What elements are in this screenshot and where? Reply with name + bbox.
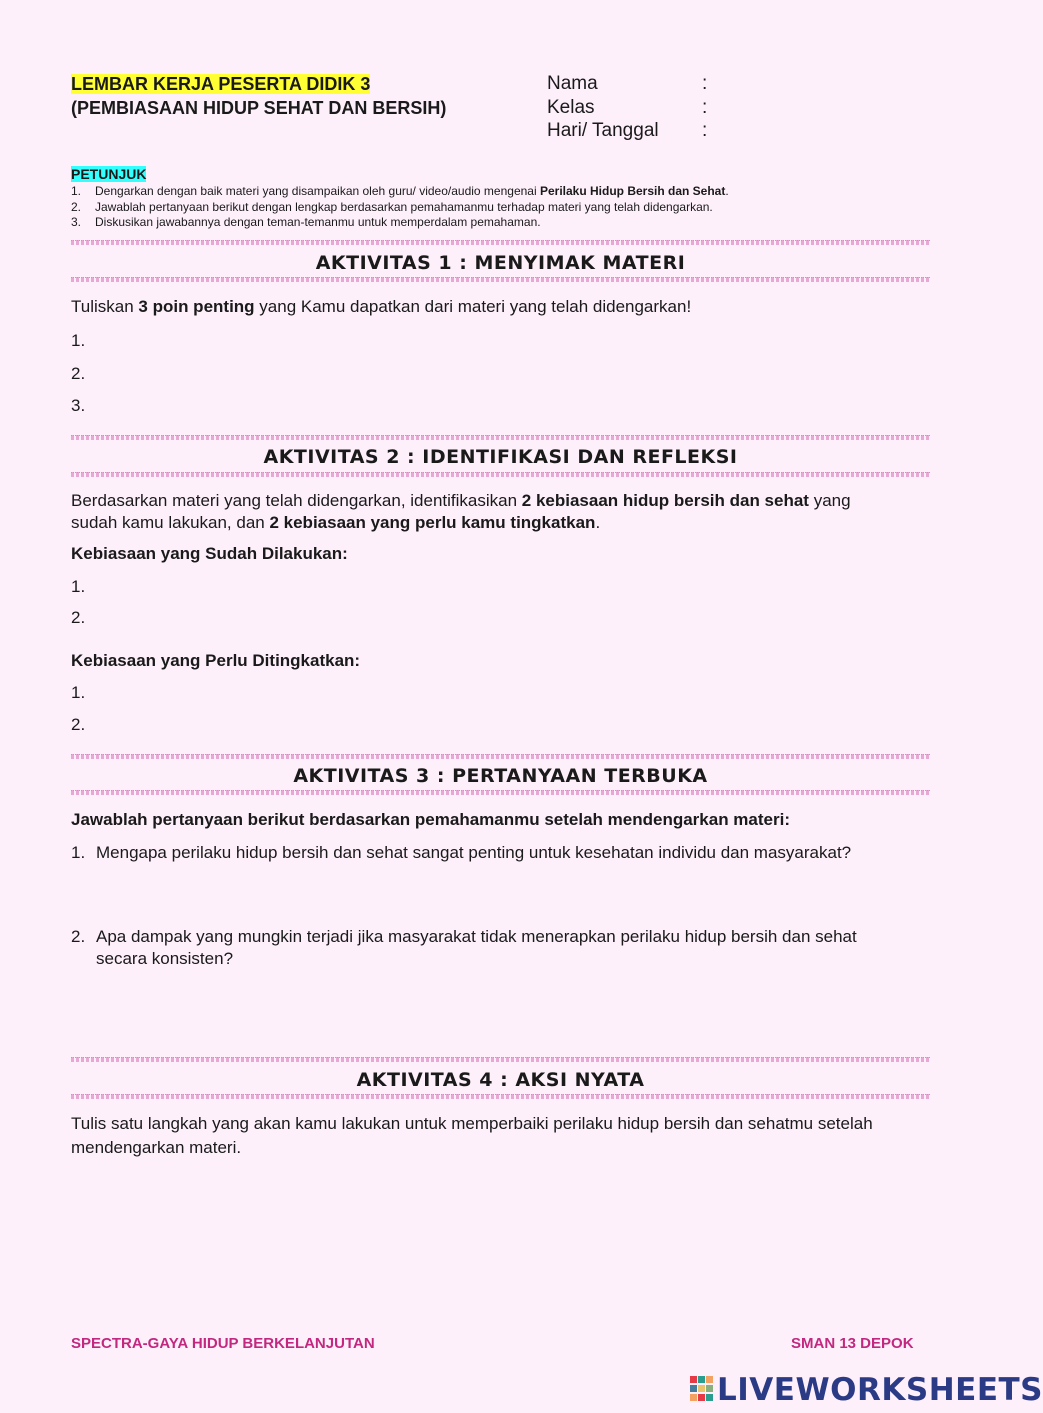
question-1-number: 1. (71, 843, 86, 862)
divider (71, 435, 930, 440)
prompt-bold: 3 poin penting (138, 297, 255, 316)
answer-number: 2. (71, 715, 86, 734)
subheading-perlu: Kebiasaan yang Perlu Ditingkatkan: (71, 651, 361, 670)
divider (71, 754, 930, 759)
aktivitas-4-line-2: mendengarkan materi. (71, 1138, 242, 1157)
footer-right: SMAN 13 DEPOK (791, 1335, 914, 1352)
question-2 (96, 926, 936, 970)
liveworksheets-icon (690, 1376, 714, 1402)
instruction-1 (71, 184, 931, 199)
aktivitas-4-line-1: Tulis satu langkah yang akan kamu lakukan untuk memperbaiki perilaku hidup bersih dan sehatmu setelah (71, 1114, 873, 1133)
answer-number: 2. (71, 364, 86, 383)
divider (71, 240, 930, 245)
petunjuk-label (71, 166, 146, 182)
field-tanggal-label: Hari/ Tanggal (547, 120, 659, 141)
instruction-1-number: 1. (71, 184, 82, 198)
prompt-text: Berdasarkan materi yang telah didengarkan, identifikasikan (71, 491, 522, 510)
divider (71, 790, 930, 795)
aktivitas-1-heading: AKTIVITAS 1 : MENYIMAK MATERI (315, 252, 686, 274)
divider (71, 277, 930, 282)
instruction-2-text: Jawablah pertanyaan berikut dengan lengkap berdasarkan pemahamanmu terhadap materi yang telah didengarkan. (95, 200, 713, 214)
subheading-sudah: Kebiasaan yang Sudah Dilakukan: (71, 544, 348, 563)
field-kelas-colon: : (702, 97, 708, 118)
aktivitas-3-intro: Jawablah pertanyaan berikut berdasarkan pemahamanmu setelah mendengarkan materi: (71, 810, 790, 829)
prompt-text: yang Kamu dapatkan dari materi yang telah didengarkan! (254, 297, 692, 316)
aktivitas-1-prompt (71, 296, 691, 318)
instruction-3 (71, 215, 931, 230)
field-nama-label: Nama (547, 73, 598, 94)
field-kelas-label: Kelas (547, 97, 595, 118)
answer-number: 3. (71, 396, 86, 415)
answer-number: 1. (71, 331, 86, 350)
prompt-bold: 2 kebiasaan yang perlu kamu tingkatkan (269, 513, 596, 532)
instruction-1-bold: Perilaku Hidup Bersih dan Sehat (539, 184, 726, 198)
aktivitas-4-heading: AKTIVITAS 4 : AKSI NYATA (356, 1069, 645, 1091)
liveworksheets-logo (690, 1372, 1043, 1408)
prompt-text: . (595, 513, 601, 532)
instruction-3-number: 3. (71, 215, 82, 229)
aktivitas-4-prompt (71, 1112, 941, 1160)
worksheet-title (71, 73, 370, 95)
answer-number: 1. (71, 577, 86, 596)
prompt-text: sudah kamu lakukan, dan (71, 513, 270, 532)
answer-number: 1. (71, 683, 86, 702)
divider (71, 472, 930, 477)
footer-left: SPECTRA-GAYA HIDUP BERKELANJUTAN (71, 1335, 375, 1352)
instruction-1-end: . (725, 184, 729, 198)
petunjuk-label-text: PETUNJUK (71, 166, 147, 182)
question-1: Mengapa perilaku hidup bersih dan sehat sangat penting untuk kesehatan individu dan masyarakat? (96, 843, 852, 862)
prompt-bold: 2 kebiasaan hidup bersih dan sehat (521, 491, 809, 510)
instruction-3-text: Diskusikan jawabannya dengan teman-temanmu untuk memperdalam pemahaman. (95, 215, 541, 229)
aktivitas-3-heading: AKTIVITAS 3 : PERTANYAAN TERBUKA (293, 765, 708, 787)
field-tanggal-colon: : (702, 120, 708, 141)
aktivitas-2-prompt (71, 490, 936, 534)
answer-number: 2. (71, 608, 86, 627)
prompt-text: Tuliskan (71, 297, 139, 316)
instruction-2-number: 2. (71, 200, 82, 214)
liveworksheets-wordmark: LIVEWORKSHEETS (717, 1372, 1043, 1408)
question-2-line-1: Apa dampak yang mungkin terjadi jika masyarakat tidak menerapkan perilaku hidup bersih dan sehat (96, 927, 857, 946)
prompt-text: yang (808, 491, 851, 510)
instruction-1-text: Dengarkan dengan baik materi yang disampaikan oleh guru/ video/audio mengenai (95, 184, 540, 198)
divider (71, 1057, 930, 1062)
title-line-1: LEMBAR KERJA PESERTA DIDIK 3 (71, 74, 371, 94)
question-2-line-2: secara konsisten? (96, 949, 234, 968)
instruction-2 (71, 200, 931, 215)
aktivitas-2-heading: AKTIVITAS 2 : IDENTIFIKASI DAN REFLEKSI (263, 446, 738, 468)
worksheet-subtitle: (PEMBIASAAN HIDUP SEHAT DAN BERSIH) (71, 98, 447, 118)
field-nama-colon: : (702, 73, 708, 94)
question-2-number: 2. (71, 927, 86, 946)
divider (71, 1094, 930, 1099)
